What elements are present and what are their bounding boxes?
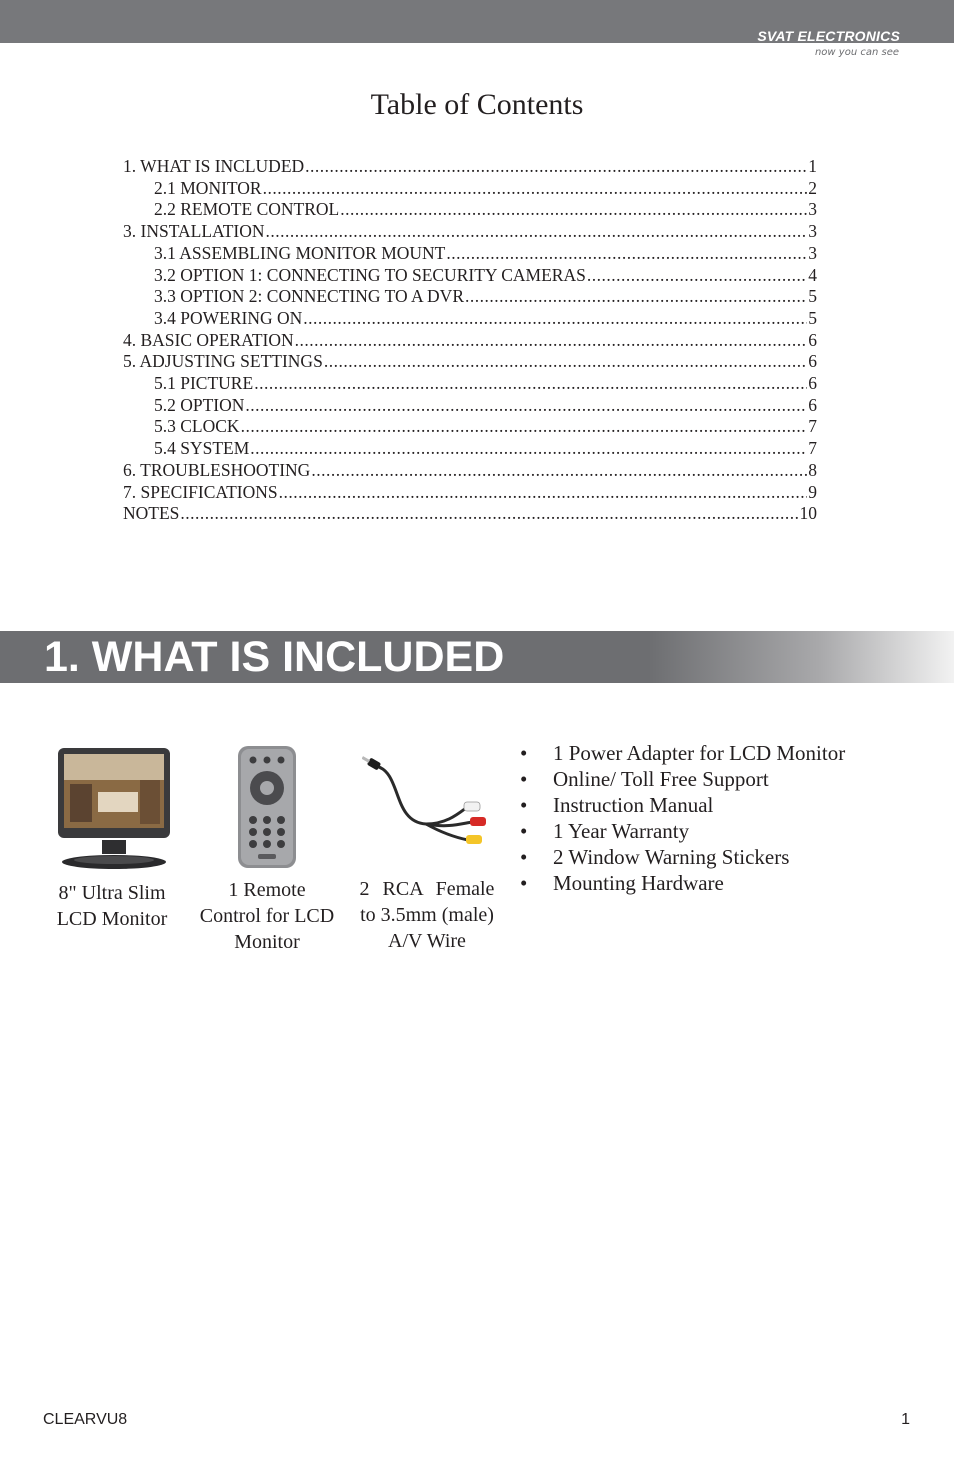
lcd-monitor-icon	[52, 744, 174, 872]
section-title: 1. WHAT IS INCLUDED	[44, 633, 505, 681]
toc-entry-page: 3	[808, 199, 817, 220]
item-caption-remote	[192, 877, 342, 955]
bullet-icon: •	[520, 871, 528, 895]
page-number: 1	[901, 1411, 910, 1428]
toc-entry-label: 5.2 OPTION	[154, 394, 245, 415]
list-item	[520, 792, 920, 818]
toc-entry-page: 1	[808, 156, 817, 176]
toc-leader-dots	[279, 482, 808, 504]
toc-entry	[123, 243, 817, 265]
toc-leader-dots	[303, 308, 807, 330]
toc-entry-label: 3.1 ASSEMBLING MONITOR MOUNT	[154, 242, 446, 263]
list-item	[520, 844, 920, 870]
list-item	[520, 766, 920, 792]
brand-tagline: now you can see	[814, 47, 899, 58]
toc-entry	[123, 460, 817, 482]
toc-entry-label: 3.2 OPTION 1: CONNECTING TO SECURITY CAMERAS	[154, 264, 586, 285]
toc-entry	[123, 199, 817, 221]
bullet-icon: •	[520, 741, 528, 765]
toc-entry-page: 4	[808, 264, 817, 285]
toc-entry-page: 6	[808, 373, 817, 394]
toc-leader-dots	[446, 243, 807, 265]
toc-entry-label: 5.4 SYSTEM	[154, 438, 250, 459]
bullet-icon: •	[520, 793, 528, 817]
toc-entry-label: 6. TROUBLESHOOTING	[123, 459, 311, 480]
toc-entry	[123, 178, 817, 200]
included-items-list	[520, 740, 920, 896]
toc-leader-dots	[250, 438, 807, 460]
toc-entry	[123, 503, 817, 525]
list-item-text: Mounting Hardware	[553, 871, 724, 895]
toc-entry-page: 2	[808, 177, 817, 198]
toc-entry-page: 3	[808, 221, 817, 242]
toc-entry-page: 8	[808, 459, 817, 480]
toc-entry-label: 5.3 CLOCK	[154, 416, 240, 437]
table-of-contents	[123, 156, 817, 525]
list-item	[520, 740, 920, 766]
bullet-icon: •	[520, 819, 528, 843]
toc-entry-label: NOTES	[123, 503, 180, 524]
remote-control-icon	[220, 744, 312, 870]
toc-entry-page: 5	[808, 307, 817, 328]
toc-entry-label: 5. ADJUSTING SETTINGS	[123, 351, 323, 372]
toc-entry-label: 7. SPECIFICATIONS	[123, 481, 278, 502]
toc-entry-label: 2.2 REMOTE CONTROL	[154, 199, 340, 220]
toc-entry-label: 3.4 POWERING ON	[154, 307, 303, 328]
caption-line: 1 Remote	[228, 879, 306, 901]
caption-line: Monitor	[234, 931, 300, 953]
toc-entry-page: 6	[808, 394, 817, 415]
caption-line: to 3.5mm (male)	[360, 904, 494, 926]
toc-entry-page: 6	[808, 351, 817, 372]
caption-line: 8" Ultra Slim	[58, 882, 166, 904]
list-item-text: 1 Year Warranty	[553, 819, 690, 843]
toc-entry-label: 2.1 MONITOR	[154, 177, 262, 198]
toc-entry-page: 6	[808, 329, 817, 350]
toc-entry	[123, 438, 817, 460]
toc-leader-dots	[587, 265, 807, 287]
toc-entry-label: 5.1 PICTURE	[154, 373, 254, 394]
toc-entry	[123, 286, 817, 308]
list-item-text: 1 Power Adapter for LCD Monitor	[553, 741, 846, 765]
list-item-text: 2 Window Warning Stickers	[553, 845, 790, 869]
toc-entry	[123, 351, 817, 373]
toc-leader-dots	[305, 156, 807, 178]
list-item	[520, 870, 920, 896]
toc-entry	[123, 265, 817, 287]
toc-entry	[123, 416, 817, 438]
footer-model: CLEARVU8	[43, 1411, 128, 1428]
caption-line: A/V Wire	[388, 930, 466, 952]
toc-leader-dots	[311, 460, 807, 482]
toc-entry	[123, 330, 817, 352]
toc-entry-page: 7	[808, 416, 817, 437]
toc-leader-dots	[263, 178, 808, 200]
toc-entry	[123, 221, 817, 243]
toc-leader-dots	[324, 351, 807, 373]
item-caption-monitor	[40, 880, 184, 932]
toc-entry	[123, 156, 817, 178]
caption-line: LCD Monitor	[56, 908, 168, 930]
list-item	[520, 818, 920, 844]
toc-leader-dots	[340, 199, 807, 221]
toc-leader-dots	[295, 330, 808, 352]
list-item-text: Instruction Manual	[553, 793, 714, 817]
brand-name: SVAT ELECTRONICS	[757, 28, 900, 44]
caption-line: Control for LCD	[199, 905, 335, 927]
caption-line: 2 RCA Female	[359, 878, 495, 900]
toc-entry-page: 9	[808, 481, 817, 502]
toc-leader-dots	[254, 373, 807, 395]
bullet-icon: •	[520, 845, 528, 869]
toc-entry	[123, 482, 817, 504]
toc-entry	[123, 308, 817, 330]
toc-entry-label: 3.3 OPTION 2: CONNECTING TO A DVR	[154, 286, 464, 307]
toc-entry-page: 10	[799, 503, 817, 524]
toc-entry-label: 4. BASIC OPERATION	[123, 329, 294, 350]
list-item-text: Online/ Toll Free Support	[553, 767, 769, 791]
toc-entry	[123, 395, 817, 417]
toc-entry-page: 7	[808, 438, 817, 459]
toc-leader-dots	[241, 416, 808, 438]
toc-entry-page: 5	[808, 286, 817, 307]
toc-leader-dots	[266, 221, 808, 243]
toc-leader-dots	[465, 286, 807, 308]
item-caption-cable	[352, 876, 502, 954]
toc-entry-page: 3	[808, 242, 817, 263]
toc-leader-dots	[180, 503, 798, 525]
toc-title: Table of Contents	[370, 88, 584, 121]
av-cable-icon	[362, 752, 492, 852]
toc-entry-label: 3. INSTALLATION	[123, 221, 265, 242]
bullet-icon: •	[520, 767, 528, 791]
toc-entry	[123, 373, 817, 395]
toc-leader-dots	[245, 395, 807, 417]
toc-entry-label: 1. WHAT IS INCLUDED	[123, 156, 305, 176]
